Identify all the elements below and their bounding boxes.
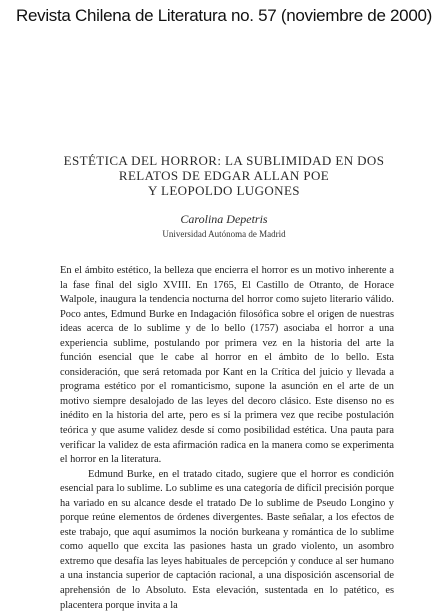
body-paragraph: En el ámbito estético, la belleza que encierra el horror es un motivo inherente a la fase final del siglo XVIII. En 1765, El Castillo de Otranto, de Horace Walpole, inaugura la tendencia nocturna del horror como sujeto literario válido. Poco antes, Edmund Burke en Indagación filosófica sobre el origen de nuestras ideas acerca de lo sublime y de lo bello (1757) asociaba el horror a una experiencia sublime, postulando por primera vez en la historia del arte la función esencial que le cabe al horror en el ámbito de lo bello. Esta consideración, que será retomada por Kant en la Crítica del juicio y llevada a programa estético por el romanticismo, supone la asunción en el arte de un motivo siempre desalojado de las leyes del decoro clásico. Este disenso no es inédito en la historia del arte, pero es sí la primera vez que recibe postulación teórica y que asume validez desde sí como posibilidad estética. Una pauta para verificar la validez de esta afirmación radica en la manera como se experimenta el horror en la literatura. [60,265,394,466]
title-line: RELATOS DE EDGAR ALLAN POE [118,168,330,183]
title-line: Y LEOPOLDO LUGONES [148,183,300,198]
article-body [60,264,394,613]
running-head: Revista Chilena de Literatura no. 57 (noviembre de 2000) [15,6,432,25]
article-title [30,153,418,198]
author-name: Carolina Depetris [180,212,268,226]
title-line: ESTÉTICA DEL HORROR: LA SUBLIMIDAD EN DOS [63,153,385,168]
author-affiliation: Universidad Autónoma de Madrid [162,229,286,239]
body-paragraph: Edmund Burke, en el tratado citado, sugiere que el horror es condición esencial para lo sublime. Lo sublime es una categoría de difícil precisión porque ha variado en su alcance desde el tratado De lo sublime de Pseudo Longino y porque reúne elementos de órdenes divergentes. Baste señalar, a los efectos de este trabajo, que aquí asumimos la noción burkeana y romántica de lo sublime como aquello que excita las pasiones hasta un grado violento, un asombro extremo que desafía las leyes habituales de percepción y conduce al ser humano a una instancia superior de captación racional, a una disposición ascensorial de aprehensión de lo Absoluto. Esta elevación, sustentada en lo patético, es placentera porque invita a la [60,468,394,611]
